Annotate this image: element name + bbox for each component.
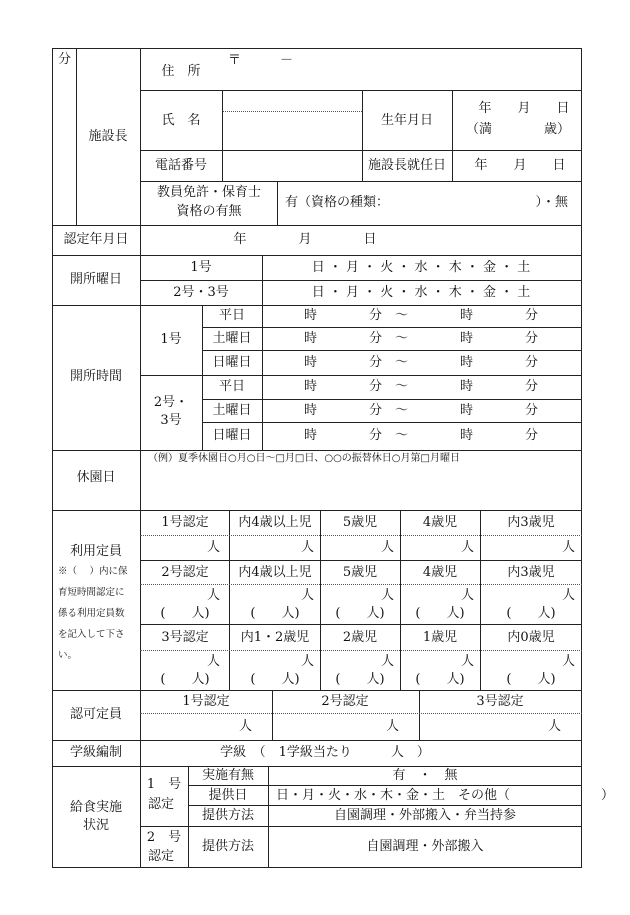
capacity-label: 利用定員 <box>69 544 123 559</box>
capacity-unit[interactable]: 人 <box>206 540 220 555</box>
open-days-type-2: 2号・3号 <box>173 285 229 300</box>
hours-day-label: 土曜日 <box>212 331 252 346</box>
capacity-header: 内4歳以上児 <box>238 565 312 580</box>
appointed-date-field[interactable]: 年 月 日 <box>474 158 566 173</box>
capacity-unit[interactable]: 人 <box>380 654 394 669</box>
hours-time-field[interactable]: 時 分 ～ 時 分 <box>303 355 539 370</box>
capacity-header: 5歳児 <box>342 565 378 580</box>
approved-header: 2号認定 <box>321 694 369 709</box>
name-label: 氏 名 <box>161 113 201 128</box>
approved-unit[interactable]: 人 <box>238 719 252 734</box>
open-days-type-1: 1号 <box>190 260 212 275</box>
capacity-unit[interactable]: 人 <box>300 540 314 555</box>
license-label-2: 資格の有無 <box>176 204 242 219</box>
capacity-header: 内3歳児 <box>507 515 555 530</box>
hours-group-2b: 3号 <box>160 413 182 428</box>
capacity-header: 内3歳児 <box>507 565 555 580</box>
capacity-unit[interactable]: 人 <box>561 654 575 669</box>
open-days-label: 開所曜日 <box>69 272 123 287</box>
meals-method-label: 提供方法 <box>201 808 255 823</box>
hours-time-field[interactable]: 時 分 ～ 時 分 <box>303 428 539 443</box>
holidays-label: 休園日 <box>76 470 116 485</box>
hours-time-field[interactable]: 時 分 ～ 時 分 <box>303 403 539 418</box>
capacity-unit[interactable]: 人 <box>561 540 575 555</box>
capacity-short-hours[interactable]: ( 人) <box>506 606 556 621</box>
capacity-header: 内0歳児 <box>507 630 555 645</box>
meals-impl-field[interactable]: 有 ・ 無 <box>392 768 458 783</box>
open-hours-label: 開所時間 <box>69 369 123 384</box>
holidays-example[interactable]: （例）夏季休園日○月○日～□月□日、○○の振替休日○月第□月曜日 <box>148 453 460 464</box>
birth-age-field[interactable]: （満 歳） <box>465 122 571 137</box>
hours-day-label: 平日 <box>218 379 246 394</box>
capacity-unit[interactable]: 人 <box>206 654 220 669</box>
certification-label: 認定年月日 <box>63 232 129 247</box>
capacity-header: 4歳児 <box>422 515 458 530</box>
approved-unit[interactable]: 人 <box>547 719 561 734</box>
open-days-weekdays-2[interactable]: 日 ・ 月 ・ 火 ・ 水 ・ 木 ・ 金 ・ 土 <box>311 285 531 300</box>
address-label: 住 所 <box>161 64 201 79</box>
hours-time-field[interactable]: 時 分 ～ 時 分 <box>303 379 539 394</box>
hours-time-field[interactable]: 時 分 ～ 時 分 <box>303 331 539 346</box>
capacity-unit[interactable]: 人 <box>460 588 474 603</box>
approved-header: 1号認定 <box>182 694 230 709</box>
address-field[interactable]: 〒 － <box>228 53 294 68</box>
meals-method-label: 提供方法 <box>201 839 255 854</box>
capacity-unit[interactable]: 人 <box>300 588 314 603</box>
meals-group-2b: 認定 <box>147 849 175 864</box>
capacity-unit[interactable]: 人 <box>460 540 474 555</box>
meals-group-1a: 1 号 <box>146 777 182 792</box>
capacity-header: 2歳児 <box>342 630 378 645</box>
license-label-1: 教員免許・保育士 <box>156 185 262 200</box>
capacity-note-line: ※（ ）内に保 <box>58 566 128 577</box>
capacity-short-hours[interactable]: ( 人) <box>506 672 556 687</box>
capacity-short-hours[interactable]: ( 人) <box>335 606 385 621</box>
approved-label: 認可定員 <box>69 707 123 722</box>
approved-unit[interactable]: 人 <box>385 719 399 734</box>
open-days-weekdays-1[interactable]: 日 ・ 月 ・ 火 ・ 水 ・ 木 ・ 金 ・ 土 <box>311 260 531 275</box>
hours-day-label: 土曜日 <box>212 403 252 418</box>
meals-method-field[interactable]: 自園調理・外部搬入 <box>366 839 484 854</box>
capacity-note-line: い。 <box>58 650 78 661</box>
capacity-unit[interactable]: 人 <box>380 540 394 555</box>
meals-group-2a: 2 号 <box>146 830 182 845</box>
capacity-header: 1歳児 <box>422 630 458 645</box>
border-right <box>581 48 582 868</box>
meals-days-label: 提供日 <box>208 788 248 803</box>
birth-date-field[interactable]: 年 月 日 <box>478 101 570 116</box>
capacity-short-hours[interactable]: ( 人) <box>160 606 210 621</box>
hours-day-label: 平日 <box>218 308 246 323</box>
hours-group-1: 1号 <box>160 332 182 347</box>
capacity-header: 3号認定 <box>161 630 209 645</box>
license-type-field[interactable]: 有（資格の種類： <box>285 195 390 210</box>
border-top <box>52 48 582 49</box>
capacity-unit[interactable]: 人 <box>561 588 575 603</box>
border-bottom <box>52 867 582 868</box>
bun-label: 分 <box>58 52 72 67</box>
border-left <box>52 48 53 868</box>
capacity-note-line: を記入して下さ <box>58 629 125 640</box>
meals-label-2: 状況 <box>82 818 110 833</box>
capacity-header: 1号認定 <box>161 515 209 530</box>
hours-day-label: 日曜日 <box>212 428 252 443</box>
capacity-short-hours[interactable]: ( 人) <box>335 672 385 687</box>
birth-label: 生年月日 <box>380 113 434 128</box>
meals-days-field[interactable]: 日・月・火・水・木・金・土 その他（ ） <box>276 788 615 803</box>
capacity-header: 内4歳以上児 <box>238 515 312 530</box>
approved-header: 3号認定 <box>476 694 524 709</box>
capacity-short-hours[interactable]: ( 人) <box>250 606 300 621</box>
capacity-header: 4歳児 <box>422 565 458 580</box>
hours-time-field[interactable]: 時 分 ～ 時 分 <box>303 308 539 323</box>
director-label: 施設長 <box>88 129 128 144</box>
capacity-short-hours[interactable]: ( 人) <box>160 672 210 687</box>
capacity-short-hours[interactable]: ( 人) <box>415 672 465 687</box>
certification-date-field[interactable]: 年 月 日 <box>233 232 377 247</box>
meals-group-1b: 認定 <box>147 797 175 812</box>
capacity-unit[interactable]: 人 <box>206 588 220 603</box>
capacity-short-hours[interactable]: ( 人) <box>415 606 465 621</box>
capacity-unit[interactable]: 人 <box>380 588 394 603</box>
license-none: ）・無 <box>535 195 568 210</box>
capacity-header: 内1・2歳児 <box>240 630 310 645</box>
capacity-header: 2号認定 <box>161 565 209 580</box>
appointed-label: 施設長就任日 <box>367 158 447 173</box>
capacity-header: 5歳児 <box>342 515 378 530</box>
meals-label-1: 給食実施 <box>69 800 123 815</box>
hours-day-label: 日曜日 <box>212 355 252 370</box>
classes-field[interactable]: 学級 （ 1学級当たり 人 ） <box>220 745 430 760</box>
capacity-unit[interactable]: 人 <box>300 654 314 669</box>
meals-method-field[interactable]: 自園調理・外部搬入・弁当持参 <box>333 808 517 823</box>
phone-label: 電話番号 <box>154 158 208 173</box>
capacity-note-line: 育短時間認定に <box>58 587 125 598</box>
hours-group-2a: 2号・ <box>153 395 189 410</box>
meals-impl-label: 実施有無 <box>201 768 255 783</box>
capacity-unit[interactable]: 人 <box>460 654 474 669</box>
classes-label: 学級編制 <box>69 745 123 760</box>
capacity-note-line: 係る利用定員数 <box>58 608 125 619</box>
capacity-short-hours[interactable]: ( 人) <box>250 672 300 687</box>
